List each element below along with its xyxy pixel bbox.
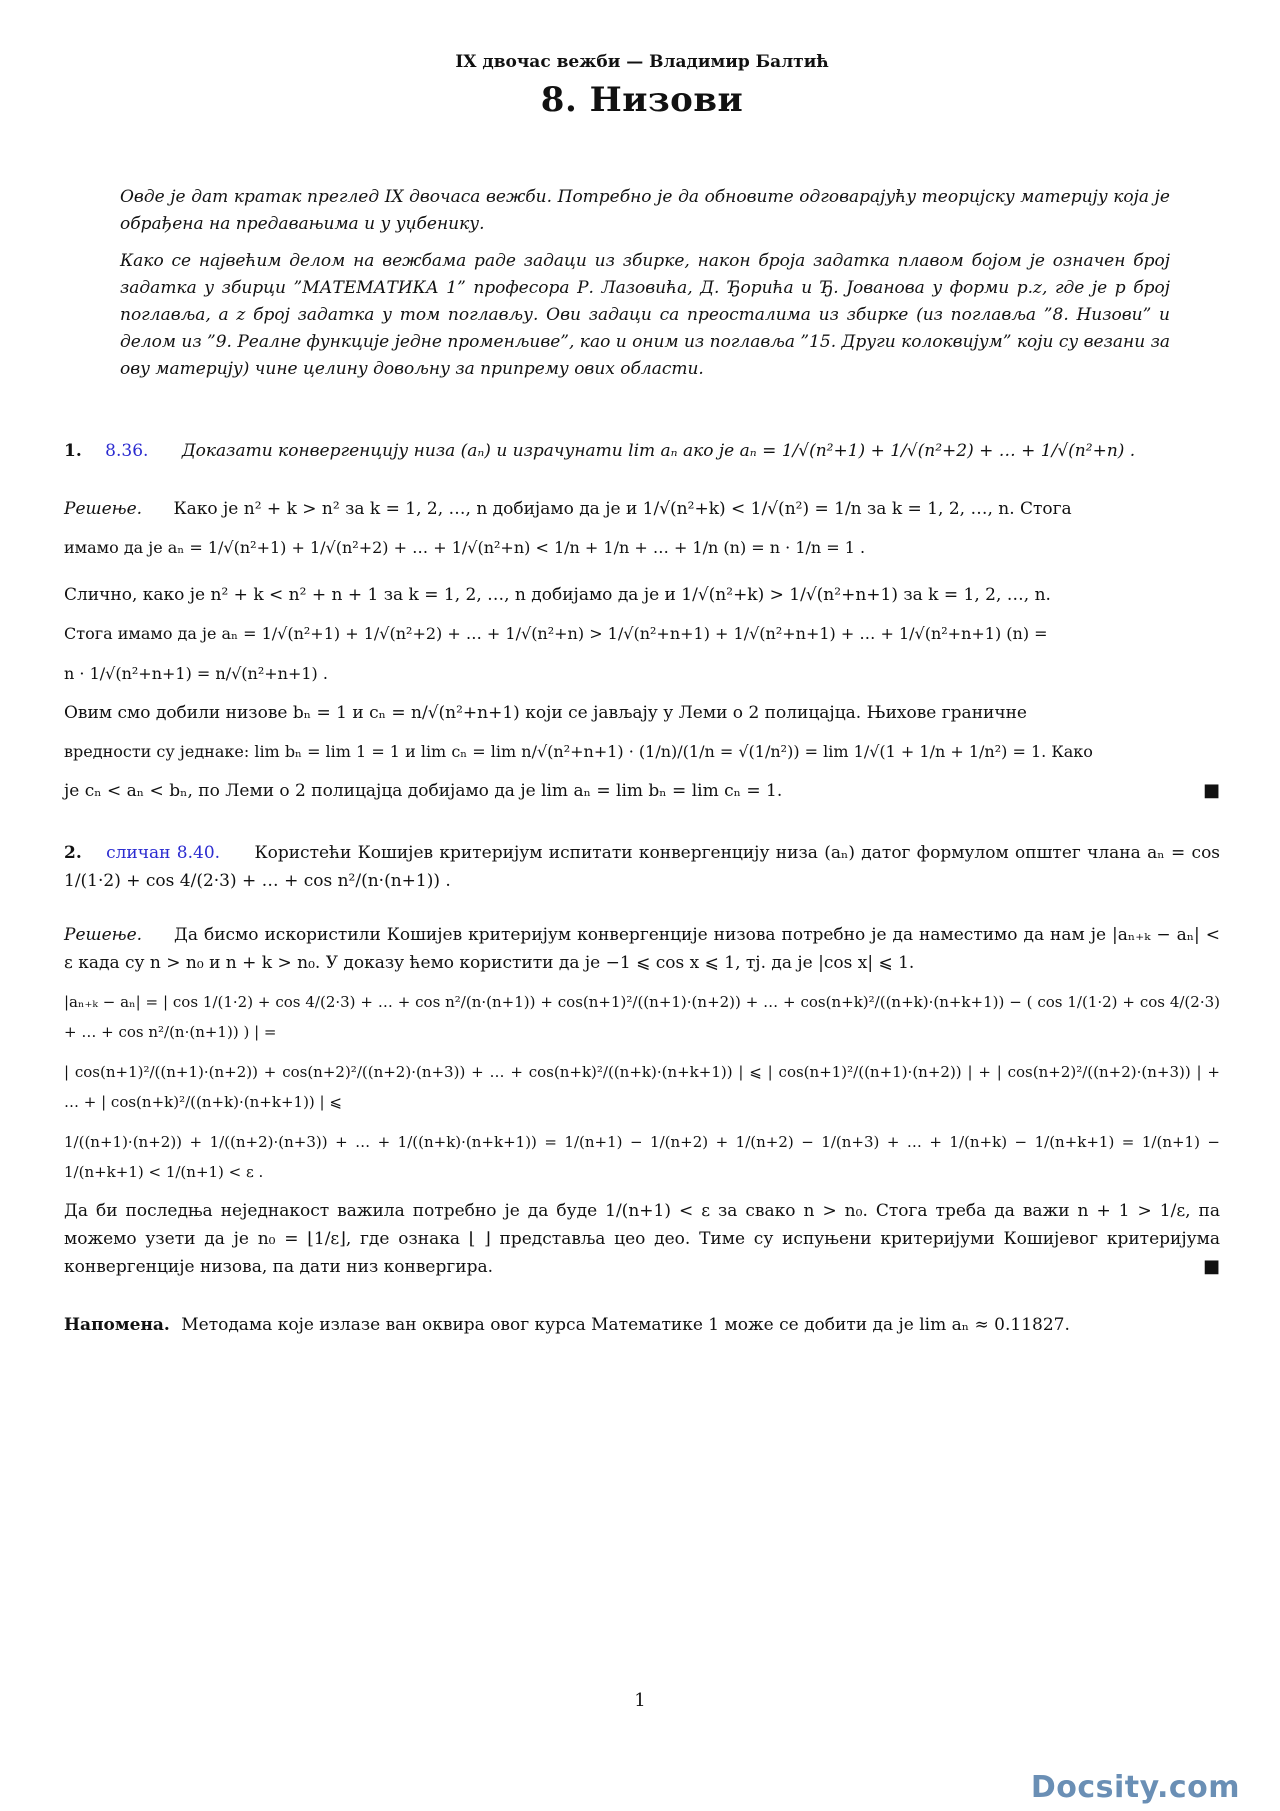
problem-1-number: 1. [64,441,82,461]
solution-2-equation-2: | cos(n+1)²/((n+1)·(n+2)) + cos(n+2)²/((n+2)·(n+3)) + … + cos(n+k)²/((n+k)·(n+k+1)) | ⩽ | cos(n+1)²/((n+1)·(n+2)) | + | cos(n+2)²/((n+2)·(n+3)) | + … + | cos(n+k)²/((n+k)·(n+k+1)) | ⩽ [64,1063,1220,1111]
problem-1-text: Доказати конвергенцију низа (aₙ) и израчунати lim aₙ ако је aₙ = 1/√(n²+1) + 1/√(n²+2) + … + 1/√(n²+n) . [181,441,1136,461]
document-page [64,52,1220,1339]
problem-1-reference: 8.36. [105,441,149,461]
problem-1 [64,437,1220,465]
solution-1-line-1: Решење. Како је n² + k > n² за k = 1, 2, …, n добијамо да је и 1/√(n²+k) < 1/√(n²) = 1/n за k = 1, 2, …, n. Стога [64,499,1072,519]
note-text: Методама које излазе ван оквира овог курса Математике 1 може се добити да је lim aₙ ≈ 0.11827. [181,1315,1070,1335]
solution-2-equation-3: 1/((n+1)·(n+2)) + 1/((n+2)·(n+3)) + … + 1/((n+k)·(n+k+1)) = 1/(n+1) − 1/(n+2) + 1/(n+2) − 1/(n+3) + … + 1/(n+k) − 1/(n+k+1) = 1/(n+1) − 1/(n+k+1) < 1/(n+1) < ε . [64,1133,1220,1181]
problem-2-text: Користећи Кошијев критеријум испитати конвергенцију низа (aₙ) датог формулом општег члана aₙ = cos 1/(1·2) + cos 4/(2·3) + … + cos n²/(n·(n+1)) . [64,843,1221,891]
solution-2-line-2: Да би последња неједнакост важила потребно је да буде 1/(n+1) < ε за свако n > n₀. Стога треба да важи n + 1 > 1/ε, па можемо узети да је n₀ = ⌊1/ε⌋, где ознака ⌊ ⌋ представља цео део. Тиме су испуњени критеријуми Кошијевог критеријума конвергенције низова, па дати низ конвергира. ■ [64,1197,1220,1281]
abstract-paragraph-2: Како се највећим делом на вежбама раде задаци из збирке, након броја задатка плавом бојом је означен број задатка у збирци ”МАТЕМАТИКА 1” професора Р. Лазовића, Д. Ђорића и Ђ. Јованова у форми p.z, где је p број поглавља, а z број задатка у том поглављу. Ови задаци са преосталима из збирке (из поглавља ”8. Низови” и делом из ”9. Реалне функције једне променљиве”, као и оним из поглавља ”15. Други колоквијум” који су везани за ову материју) чине целину довољну за припрему ових области. [120,251,1170,379]
document-subtitle: IX двочас вежби — Владимир Балтић [455,52,829,72]
solution-1-line-4: Стога имамо да је aₙ = 1/√(n²+1) + 1/√(n²+2) + … + 1/√(n²+n) > 1/√(n²+n+1) + 1/√(n²+n+1) + … + 1/√(n²+n+1) (n) = [64,624,1048,643]
solution-2-line-1: Решење. Да бисмо искористили Кошијев критеријум конвергенције низова потребно је да наместимо да нам је |aₙ₊ₖ − aₙ| < ε када су n > n₀ и n + k > n₀. У доказу ћемо користити да је −1 ⩽ cos x ⩽ 1, тј. да је |cos x| ⩽ 1. [64,925,1220,973]
note-label: Напомена. [64,1315,170,1335]
solution-1-line-8: је cₙ < aₙ < bₙ, по Леми о 2 полицајца добијамо да је lim aₙ = lim bₙ = lim cₙ = 1. ■ [64,777,1220,805]
note [64,1311,1220,1339]
solution-2-equation-1: |aₙ₊ₖ − aₙ| = | cos 1/(1·2) + cos 4/(2·3) + … + cos n²/(n·(n+1)) + cos(n+1)²/((n+1)·(n+2)) + … + cos(n+k)²/((n+k)·(n+k+1)) − ( cos 1/(1·2) + cos 4/(2·3) + … + cos n²/(n·(n+1)) ) | = [64,993,1220,1041]
watermark-logo: Docsity.com [1030,1770,1240,1805]
problem-2-number: 2. [64,843,82,863]
solution-2-heading: Решење. [64,925,143,945]
solution-1-line-5: n · 1/√(n²+n+1) = n/√(n²+n+1) . [64,664,328,683]
solution-1 [64,495,1220,805]
solution-1-line-2: имамо да је aₙ = 1/√(n²+1) + 1/√(n²+2) + … + 1/√(n²+n) < 1/n + 1/n + … + 1/n (n) = n · 1/n = 1 . [64,538,866,557]
solution-2 [64,921,1220,1281]
qed-symbol: ■ [1202,780,1220,801]
page-number: 1 [634,1690,646,1711]
solution-1-line-6: Овим смо добили низове bₙ = 1 и cₙ = n/√(n²+n+1) који се јављају у Леми о 2 полицајца. Њихове граничне [64,703,1027,723]
problem-2-reference: сличан 8.40. [106,843,221,863]
solution-1-line-3: Слично, како је n² + k < n² + n + 1 за k = 1, 2, …, n добијамо да је и 1/√(n²+k) > 1/√(n²+n+1) за k = 1, 2, …, n. [64,585,1051,605]
abstract [120,184,1170,383]
problem-2 [64,839,1220,895]
qed-symbol: ■ [1202,1256,1220,1277]
solution-1-line-7: вредности су једнаке: lim bₙ = lim 1 = 1 и lim cₙ = lim n/√(n²+n+1) · (1/n)/(1/n = √(1/n²)) = lim 1/√(1 + 1/n + 1/n²) = 1. Како [64,742,1093,761]
document-title: 8. Низови [540,80,744,120]
abstract-paragraph-1: Овде је дат кратак преглед IX двочаса вежби. Потребно је да обновите одговарајућу теоријску материју која је обрађена на предавањима и у уџбенику. [120,187,1170,234]
solution-1-heading: Решење. [64,499,143,519]
